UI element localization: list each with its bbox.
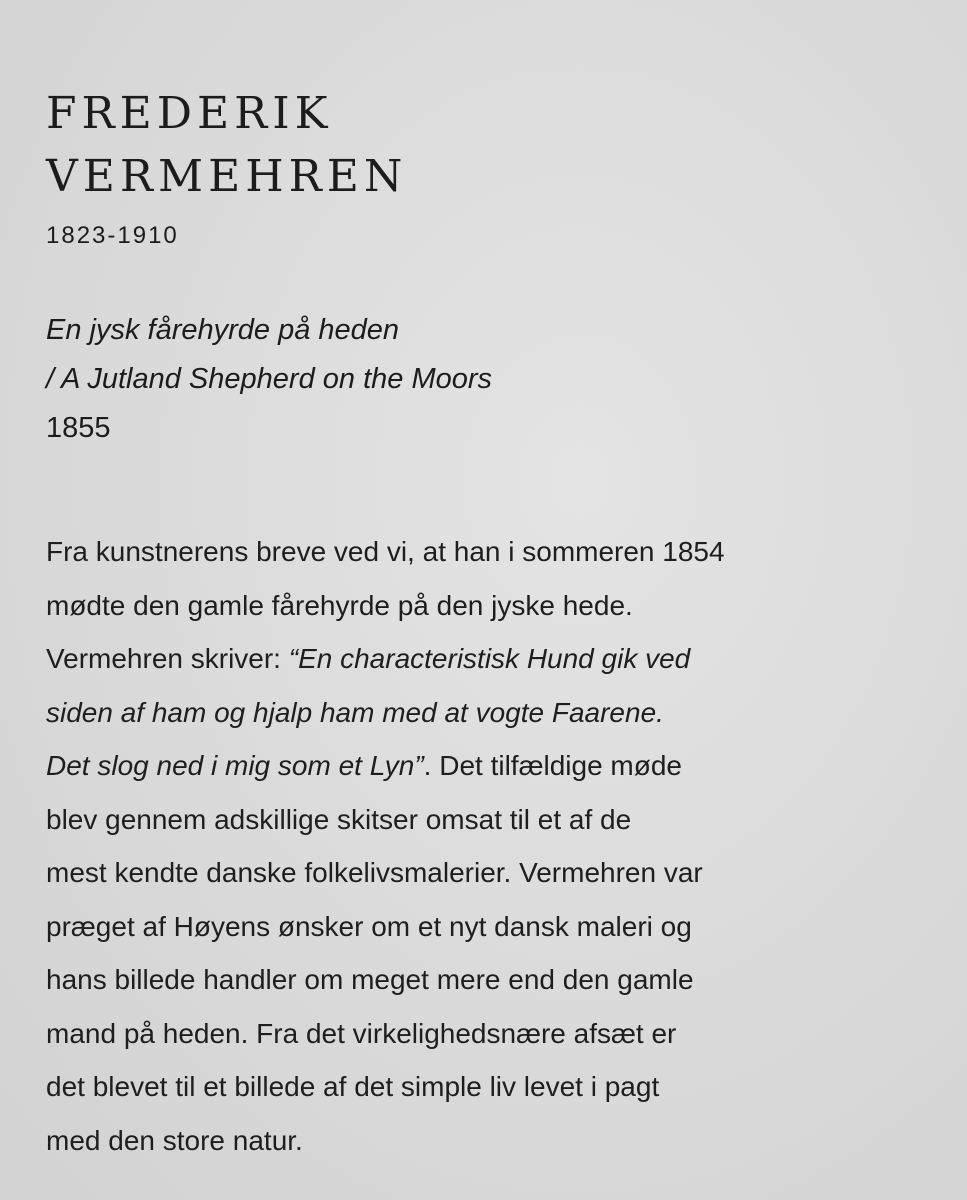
- artwork-year: 1855: [46, 412, 111, 444]
- description-line: hans billede handler om meget mere end den gamle: [46, 964, 694, 995]
- description-line: det blevet til et billede af det simple liv levet i pagt: [46, 1071, 660, 1102]
- artwork-title-english: / A Jutland Shepherd on the Moors: [46, 363, 493, 395]
- description-line: mest kendte danske folkelivsmalerier. Vermehren var: [46, 857, 703, 888]
- artist-name: [46, 82, 407, 208]
- description-line: [46, 686, 926, 740]
- description-line: Vermehren skriver: “En characteristisk Hund gik ved: [46, 643, 691, 674]
- description-line: mand på heden. Fra det virkelighedsnære afsæt er: [46, 1017, 677, 1049]
- quote-text: Det slog ned i mig som et Lyn”: [46, 750, 424, 781]
- description-line: blev gennem adskillige skitser omsat til et af de: [46, 803, 632, 835]
- artist-first-name: FREDERIK: [46, 88, 333, 139]
- quote-text: siden af ham og hjalp ham med at vogte Faarene.: [46, 696, 664, 728]
- artwork-info: [46, 306, 492, 453]
- artist-last-name: VERMEHREN: [46, 151, 408, 202]
- artwork-title-danish: En jysk fårehyrde på heden: [46, 314, 400, 346]
- description-line: Fra kunstnerens breve ved vi, at han i sommeren 1854: [46, 536, 725, 567]
- quote-text: “En characteristisk Hund gik ved: [288, 643, 691, 674]
- description-line: mødte den gamle fårehyrde på den jyske hede.: [46, 589, 633, 621]
- description-text: [46, 525, 926, 1167]
- description-line: præget af Høyens ønsker om et nyt dansk maleri og: [46, 910, 692, 942]
- description-line: Det slog ned i mig som et Lyn”. Det tilfældige møde: [46, 750, 682, 781]
- description-line: med den store natur.: [46, 1124, 303, 1156]
- artist-lifespan: 1823-1910: [46, 222, 179, 249]
